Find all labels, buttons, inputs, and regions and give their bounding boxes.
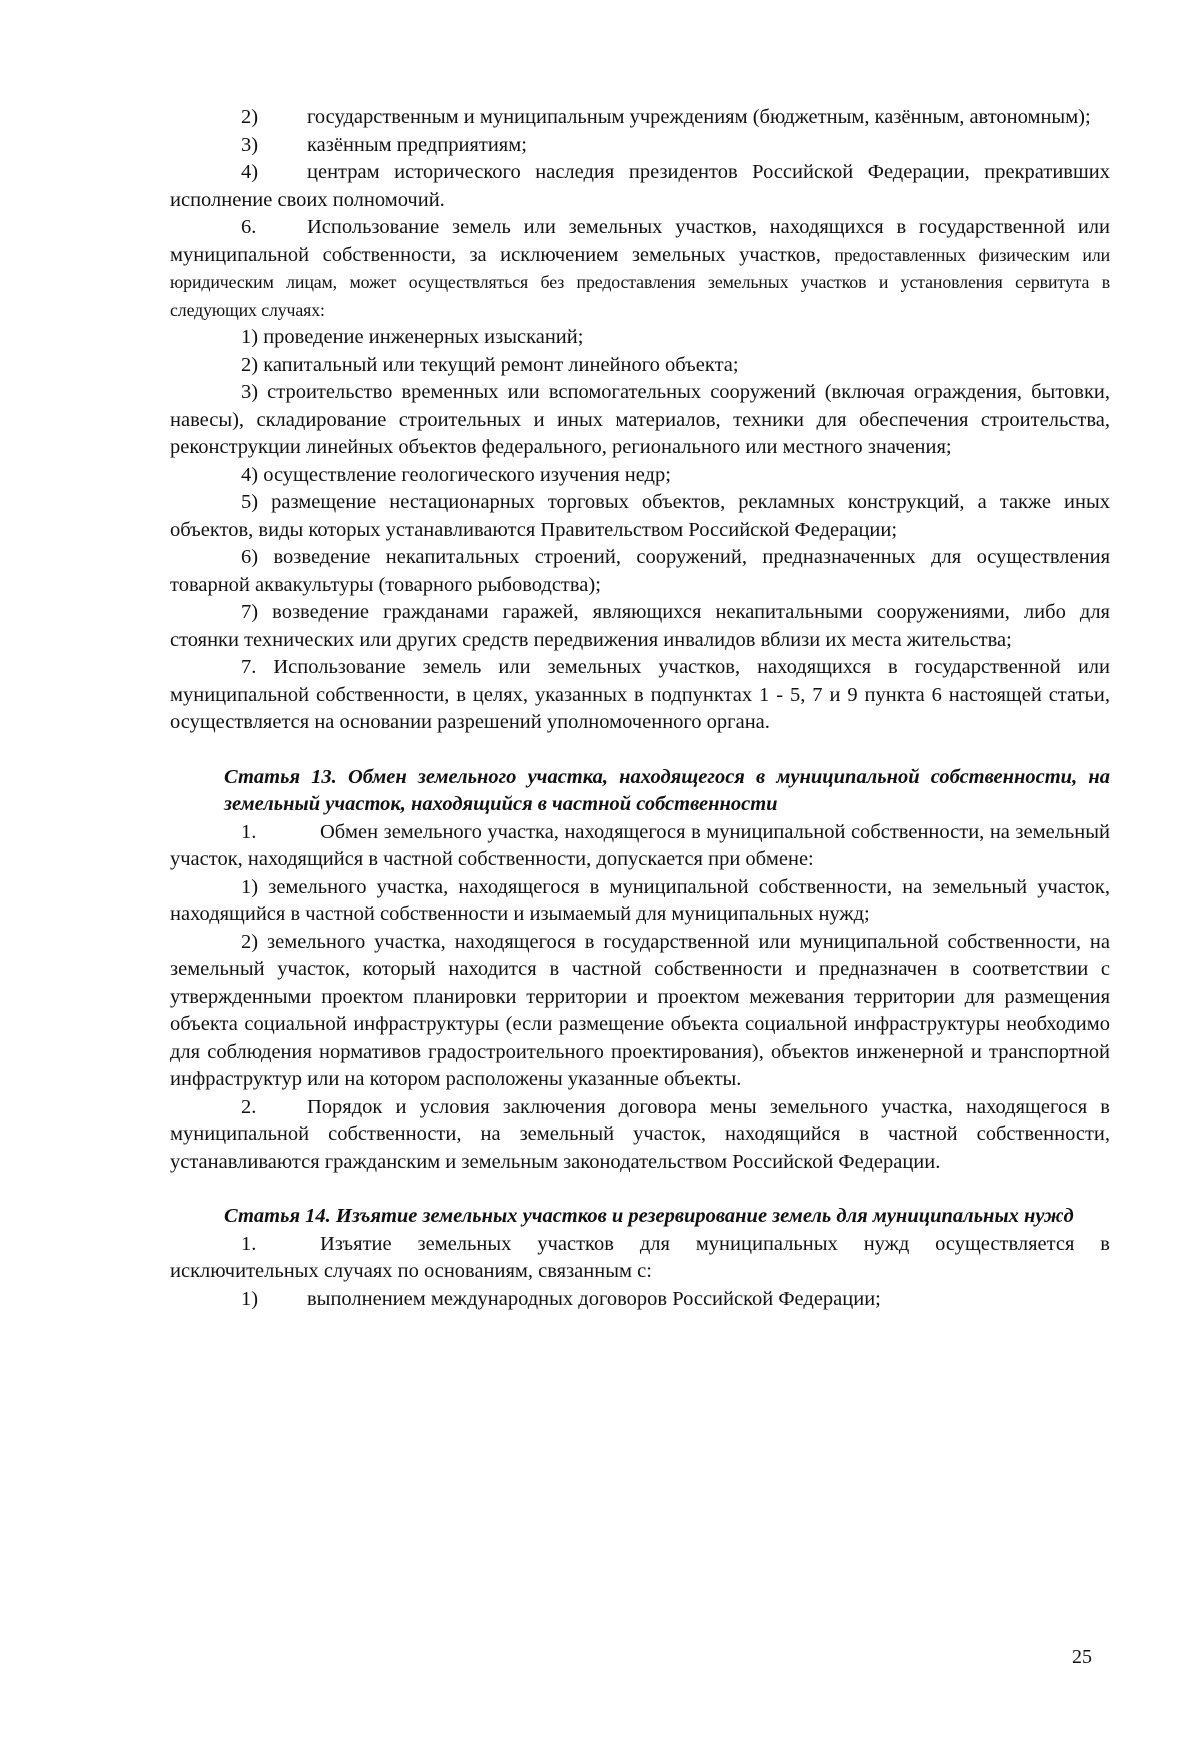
item-number: 6. [241, 216, 257, 238]
item-number: 3) [241, 133, 259, 156]
article-14-subitem-1 [170, 1286, 1110, 1314]
item-text: государственным и муниципальным учреждениям (бюджетным, казённым, автономным); [307, 106, 1091, 128]
item-number: 1) [241, 1287, 259, 1310]
item-text: Использование земель или земельных участков, находящихся в государственной или муниципальной собственности, за исключением земельных участков, [170, 216, 1110, 266]
article-13-paragraph-1 [170, 819, 1110, 874]
paragraph-7: 7. Использование земель или земельных участков, находящихся в государственной или муниципальной собственности, в целях, указанных в подпунктах 1 - 5, 7 и 9 пункта 6 настоящей статьи, осуществляется на основании разрешений уполномоченного органа. [170, 656, 1110, 733]
article-13-subitem-1: 1) земельного участка, находящегося в муниципальной собственности, на земельный участок, находящийся в частной собственности и изымаемый для муниципальных нужд; [170, 875, 1110, 925]
item-number: 2) [241, 106, 259, 128]
item-text: выполнением международных договоров Российской Федерации; [307, 1287, 881, 1310]
spacer [170, 737, 1110, 764]
item-text: Изъятие земельных участков для муниципальных нужд осуществляется в исключительных случаях по основаниям, связанным с: [170, 1232, 1110, 1282]
article-13-heading: Статья 13. Обмен земельного участка, находящегося в муниципальной собственности, на земельный участок, находящийся в частной собственности [224, 765, 1110, 815]
article-14-heading: Статья 14. Изъятие земельных участков и резервирование земель для муниципальных нужд [224, 1205, 1074, 1227]
item-number: 1. [241, 1232, 257, 1255]
item-text: центрам исторического наследия президентов Российской Федерации, прекративших исполнение своих полномочий. [170, 161, 1110, 211]
case-7: 7) возведение гражданами гаражей, являющихся некапитальными сооружениями, либо для стоянки технических или других средств передвижения инвалидов вблизи их места жительства; [170, 601, 1110, 651]
paragraph-3 [170, 132, 1110, 160]
page-number: 25 [1072, 1646, 1092, 1668]
case-2: 2) капитальный или текущий ремонт линейного объекта; [241, 353, 739, 376]
case-1: 1) проведение инженерных изысканий; [241, 326, 584, 348]
item-number: 1. [241, 820, 257, 843]
case-3: 3) строительство временных или вспомогательных сооружений (включая ограждения, бытовки, навесы), складирование строительных и иных материалов, техники для обеспечения строительства, реконструкции линейных объектов федерального, регионального или местного значения; [170, 381, 1110, 458]
paragraph-6 [170, 214, 1110, 324]
document-page [170, 104, 1110, 1313]
case-5: 5) размещение нестационарных торговых объектов, рекламных конструкций, а также иных объектов, виды которых устанавливаются Правительством Российской Федерации; [170, 491, 1110, 541]
item-number: 4) [241, 161, 259, 183]
paragraph-2 [170, 104, 1110, 132]
item-text: Обмен земельного участка, находящегося в муниципальной собственности, на земельный участок, находящийся в частной собственности, допускается при обмене: [170, 820, 1110, 870]
item-text: казённым предприятиям; [307, 133, 527, 156]
item-text: Порядок и условия заключения договора мены земельного участка, находящегося в муниципальной собственности, на земельный участок, находящийся в частной собственности, устанавливаются гражданским и земельным законодательством Российской Федерации. [170, 1095, 1110, 1173]
case-4: 4) осуществление геологического изучения недр; [241, 463, 671, 486]
item-number: 2. [241, 1095, 257, 1118]
item-text-small: предоставленных физическим или юридическим лицам, может осуществляться без предоставления земельных участков и установления сервитута в следующих случаях: [170, 244, 1111, 320]
article-13-paragraph-2 [170, 1094, 1110, 1177]
case-6: 6) возведение некапитальных строений, сооружений, предназначенных для осуществления товарной аквакультуры (товарного рыбоводства); [170, 546, 1110, 596]
article-14-paragraph-1 [170, 1231, 1110, 1286]
article-13-subitem-2: 2) земельного участка, находящегося в государственной или муниципальной собственности, на земельный участок, который находится в частной собственности и предназначен в соответствии с утвержденными проектом планировки территории и проектом межевания территории для размещения объекта социальной инфраструктуры (если размещение объекта социальной инфраструктуры необходимо для соблюдения нормативов градостроительного проектирования), объектов инженерной и транспортной инфраструктур или на котором расположены указанные объекты. [170, 930, 1110, 1090]
paragraph-4 [170, 159, 1110, 214]
spacer [170, 1176, 1110, 1203]
